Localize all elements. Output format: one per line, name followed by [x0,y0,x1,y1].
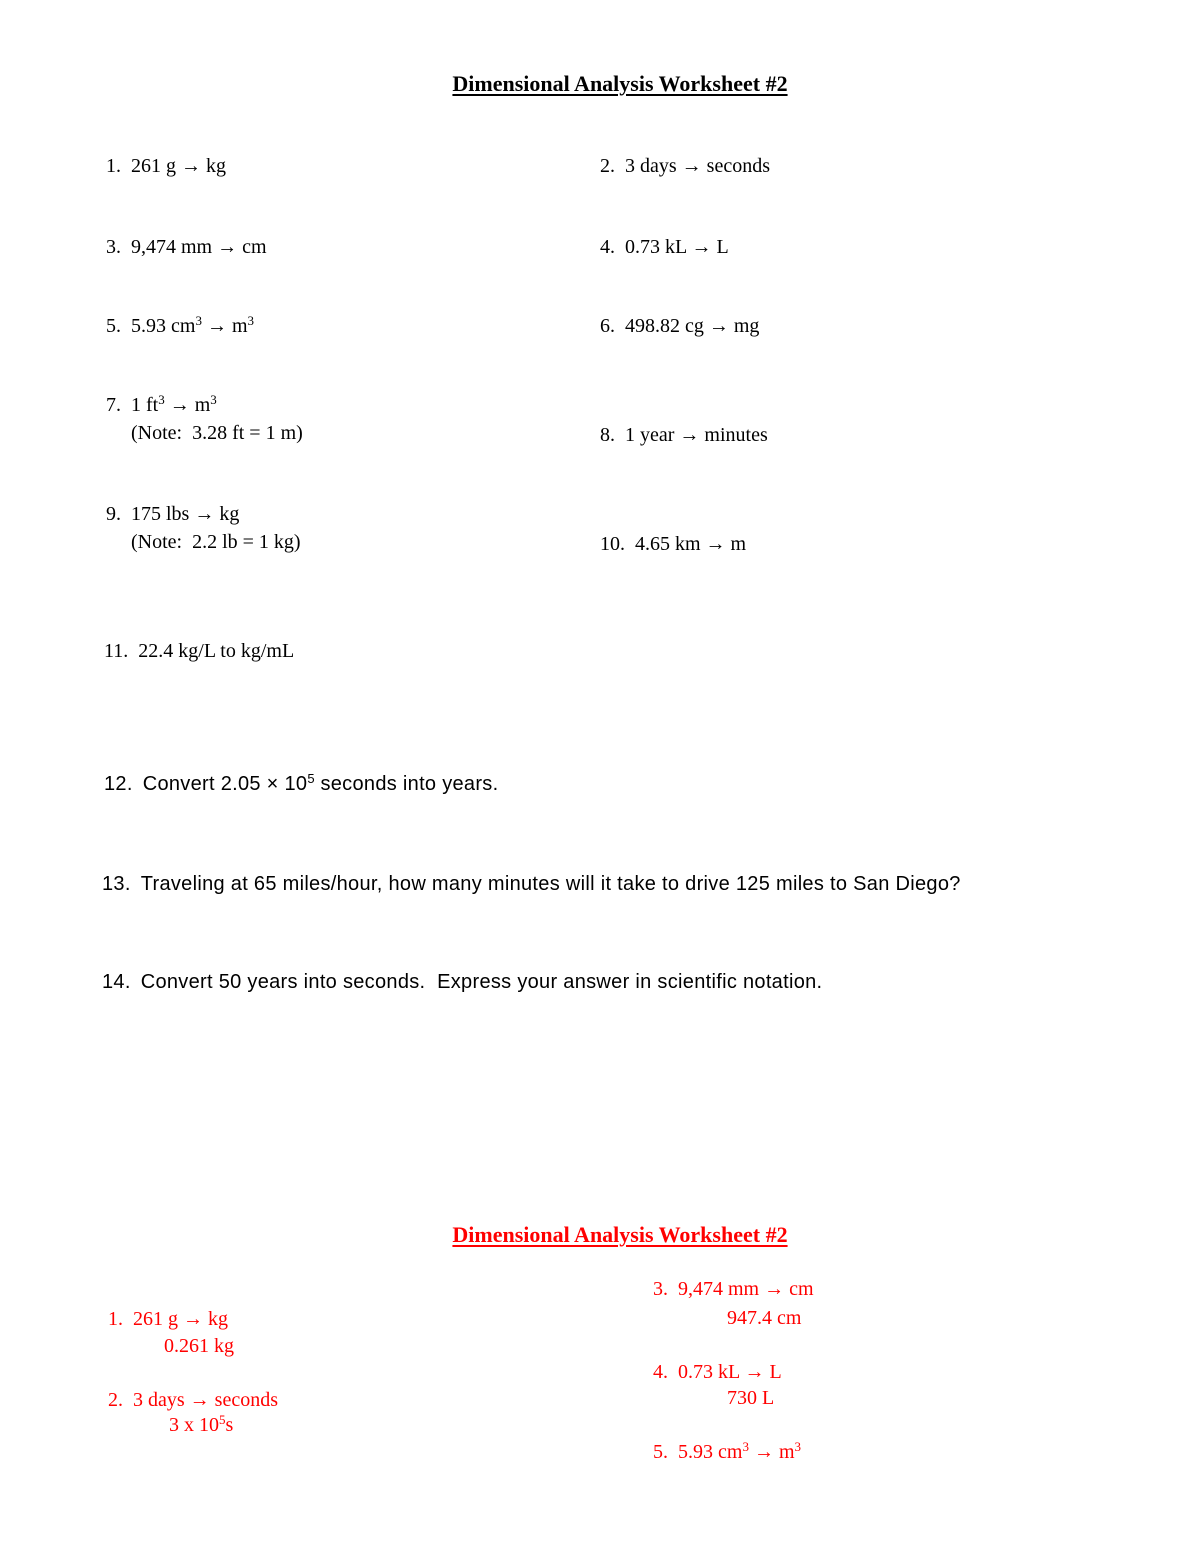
problem-8-text: 1 year → minutes [625,424,768,446]
answer-2-number: 2. [108,1389,123,1411]
problem-13-text: Traveling at 65 miles/hour, how many minutes will it take to drive 125 miles to San Diego? [140,873,961,895]
answer-1-number: 1. [108,1308,123,1330]
answer-5-question: 5.93 $cm^3 \to m^3$ [678,1439,801,1463]
answer-4 [653,1359,782,1385]
problem-9 [106,501,239,527]
problem-1-text: 261 g → kg [131,155,226,177]
problem-11 [104,638,294,664]
problem-13 [102,871,961,897]
problem-6-text: 498.82 cg → mg [625,315,760,337]
answer-3-number: 3. [653,1278,668,1300]
answer-5-number: 5. [653,1441,668,1463]
answer-1-question: 261 g → kg [133,1308,228,1330]
problem-11-text: 22.4 kg/L to kg/mL [138,640,295,662]
problem-2-text: 3 days → seconds [625,155,770,177]
problem-3-number: 3. [106,236,121,258]
problem-9-number: 9. [106,503,121,525]
problem-3-text: 9,474 mm → cm [131,236,267,258]
problem-9-text: 175 lbs → kg [131,503,240,525]
problem-7-note: (Note: 3.28 ft = 1 m) [131,422,303,444]
problem-10-number: 10. [600,533,625,555]
answer-1-result: 0.261 kg [164,1335,234,1357]
problem-7 [106,392,217,418]
problem-4 [600,234,729,260]
problem-12-number: 12. [104,773,133,795]
problem-5 [106,313,254,339]
problem-6-number: 6. [600,315,615,337]
answer-4-question: 0.73 kL → L [678,1361,782,1383]
problem-11-number: 11. [104,640,129,662]
problem-3 [106,234,267,260]
worksheet-title: Dimensional Analysis Worksheet #2 [452,71,788,96]
problem-14-text: Convert 50 years into seconds. Express your answer in scientific notation. [140,971,823,993]
problem-1-number: 1. [106,155,121,177]
answer-3-question: 9,474 mm → cm [678,1278,814,1300]
problem-14 [102,969,822,995]
problem-12 [104,771,498,797]
answer-1 [108,1306,228,1332]
answer-4-number: 4. [653,1361,668,1383]
problem-10-text: 4.65 km → m [635,533,747,555]
problem-9-note: (Note: 2.2 lb = 1 kg) [131,531,301,553]
answer-key-title: Dimensional Analysis Worksheet #2 [452,1222,788,1247]
problem-5-text: 5.93 $cm^3 \to m^3$ [131,313,254,337]
problem-8 [600,422,768,448]
problem-5-number: 5. [106,315,121,337]
problem-8-number: 8. [600,424,615,446]
problem-4-number: 4. [600,236,615,258]
answer-4-result: 730 L [727,1387,775,1409]
problem-12-text: Convert $2.05 \times 10^5$ seconds into years. [142,771,499,795]
answer-2-result: 3 x $10^5s$ [169,1412,234,1436]
problem-13-number: 13. [102,873,131,895]
problem-14-number: 14. [102,971,131,993]
problem-6 [600,313,759,339]
problem-1 [106,153,226,179]
problem-2-number: 2. [600,155,615,177]
problem-7-number: 7. [106,394,121,416]
problem-2 [600,153,770,179]
problem-7-text: 1 $ft^3 \to m^3$ [131,392,217,416]
problem-10 [600,531,746,557]
answer-2-question: 3 days → seconds [133,1389,278,1411]
problem-4-text: 0.73 kL → L [625,236,729,258]
answer-3 [653,1276,814,1302]
answer-2 [108,1387,278,1413]
answer-5 [653,1439,801,1465]
answer-3-result: 947.4 cm [727,1307,802,1329]
